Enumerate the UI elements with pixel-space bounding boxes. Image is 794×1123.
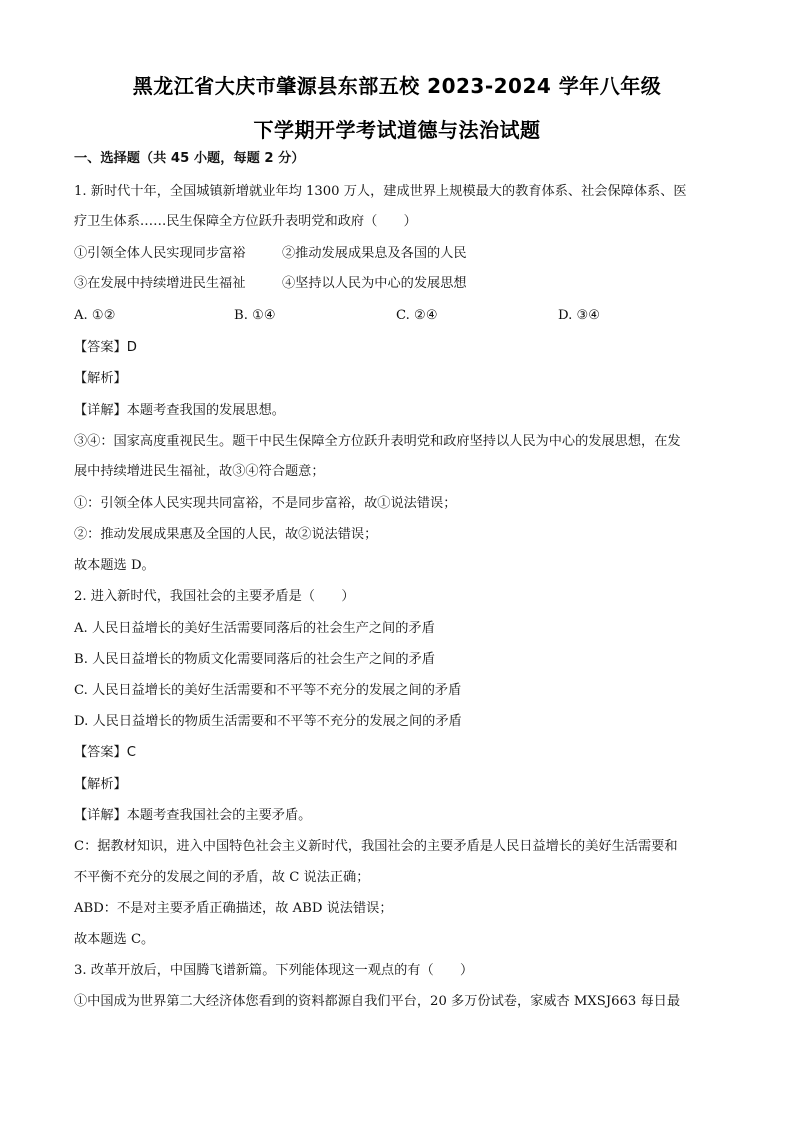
q1-explanation-line5: ②：推动发展成果惠及全国的人民，故②说法错误； bbox=[74, 527, 378, 542]
q1-statement-3: ③在发展中持续增进民生福祉 bbox=[74, 276, 246, 291]
q1-choice-d: D. ③④ bbox=[558, 308, 601, 323]
q2-choice-a: A. 人民日益增长的美好生活需要同落后的社会生产之间的矛盾 bbox=[74, 621, 435, 636]
q2-stem: 2. 进入新时代，我国社会的主要矛盾是（ ） bbox=[74, 589, 355, 604]
q2-explanation-line4: ABD：不是对主要矛盾正确描述，故 ABD 说法错误； bbox=[74, 901, 393, 916]
q2-explanation-line3: 不平衡不充分的发展之间的矛盾，故 C 说法正确； bbox=[74, 870, 370, 885]
q1-choice-b: B. ①④ bbox=[234, 308, 276, 323]
q1-statement-4: ④坚持以人民为中心的发展思想 bbox=[282, 276, 467, 291]
q3-partial-line1: ①中国成为世界第二大经济体您看到的资料都源自我们平台，20 多万份试卷，家威杏 MXSJ663 每日最 bbox=[74, 994, 681, 1009]
q3-stem: 3. 改革开放后，中国腾飞谱新篇。下列能体现这一观点的有（ ） bbox=[74, 963, 474, 978]
q1-explanation-line4: ①：引领全体人民实现共同富裕，不是同步富裕，故①说法错误； bbox=[74, 496, 457, 511]
q1-answer: 【答案】D bbox=[74, 340, 137, 355]
section-header: 一、选择题（共 45 小题，每题 2 分） bbox=[74, 151, 305, 166]
q1-choice-c: C. ②④ bbox=[396, 308, 438, 323]
q1-explanation-line1: 【详解】本题考查我国的发展思想。 bbox=[74, 403, 285, 418]
q1-statement-2: ②推动发展成果息及各国的人民 bbox=[282, 246, 467, 261]
q2-answer: 【答案】C bbox=[74, 745, 136, 760]
q2-explanation-line2: C：据教材知识，进入中国特色社会主义新时代，我国社会的主要矛盾是人民日益增长的美好生活需要和 bbox=[74, 839, 678, 854]
q1-explanation-line3: 展中持续增进民生福祉，故③④符合题意； bbox=[74, 464, 325, 479]
q1-analysis-label: 【解析】 bbox=[74, 371, 127, 386]
q1-explanation-line6: 故本题选 D。 bbox=[74, 558, 155, 573]
document-title-line1: 黑龙江省大庆市肇源县东部五校 2023-2024 学年八年级 bbox=[132, 74, 662, 98]
q1-stem-line1: 1. 新时代十年，全国城镇新增就业年均 1300 万人，建成世界上规模最大的教育体系、社会保障体系、医 bbox=[74, 184, 687, 199]
q2-choice-d: D. 人民日益增长的物质生活需要和不平等不充分的发展之间的矛盾 bbox=[74, 714, 462, 729]
q2-analysis-label: 【解析】 bbox=[74, 777, 127, 792]
q1-explanation-line2: ③④：国家高度重视民生。题干中民生保障全方位跃升表明党和政府坚持以人民为中心的发展思想，在发 bbox=[74, 434, 681, 449]
q2-explanation-line1: 【详解】本题考查我国社会的主要矛盾。 bbox=[74, 808, 312, 823]
q2-choice-c: C. 人民日益增长的美好生活需要和不平等不充分的发展之间的矛盾 bbox=[74, 683, 462, 698]
q1-statement-1: ①引领全体人民实现同步富裕 bbox=[74, 246, 246, 261]
q2-choice-b: B. 人民日益增长的物质文化需要同落后的社会生产之间的矛盾 bbox=[74, 652, 435, 667]
q1-stem-line2: 疗卫生体系……民生保障全方位跃升表明党和政府（ ） bbox=[74, 214, 417, 229]
document-title-line2: 下学期开学考试道德与法治试题 bbox=[253, 118, 541, 142]
q1-choice-a: A. ①② bbox=[74, 308, 116, 323]
q2-explanation-line5: 故本题选 C。 bbox=[74, 932, 155, 947]
